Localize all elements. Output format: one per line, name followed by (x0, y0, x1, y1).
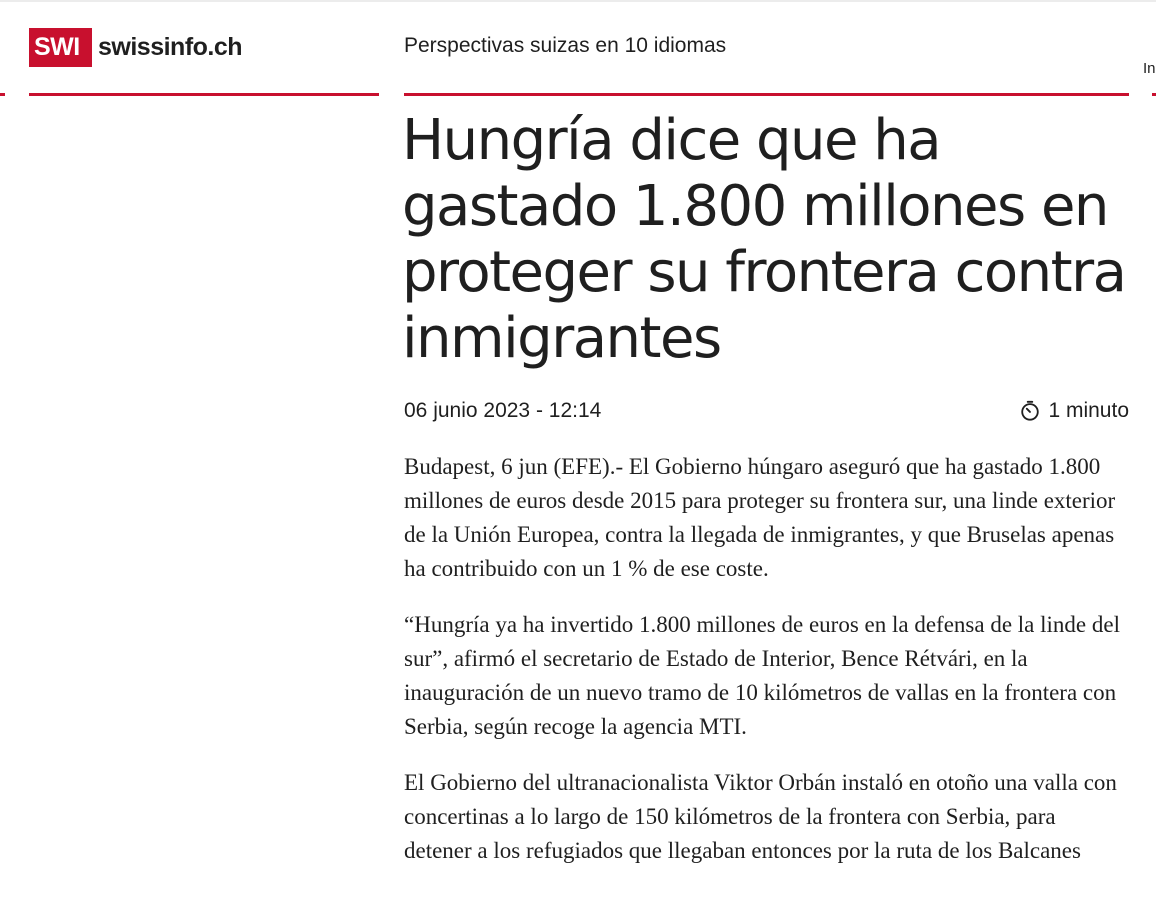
article-paragraph: El Gobierno del ultranacionalista Viktor Orbán instaló en otoño una valla con concertinas a lo largo de 150 kilómetros de la frontera con Serbia, para detener a los refugiados que llegaban entonces por la ruta de los Balcanes (404, 770, 1117, 863)
article-meta (404, 399, 1129, 423)
language-selector[interactable]: In (1143, 60, 1156, 77)
read-time (1019, 399, 1129, 423)
swissinfo-logo[interactable] (29, 28, 242, 67)
site-tagline: Perspectivas suizas en 10 idiomas (404, 34, 727, 57)
header-divider-stub-right (1152, 93, 1156, 96)
stopwatch-icon (1019, 400, 1041, 422)
header-divider-stub-left (0, 93, 5, 96)
article-paragraph: Budapest, 6 jun (EFE).- El Gobierno húngaro aseguró que ha gastado 1.800 millones de euros desde 2015 para proteger su frontera sur, una linde exterior de la Unión Europea, contra la llegada de inmigrantes, y que Bruselas apenas ha contribuido con un 1 % de ese coste. (404, 454, 1116, 581)
header-divider-left (29, 93, 379, 96)
logo-badge: SWI (29, 28, 92, 67)
article-date: 06 junio 2023 - 12:14 (404, 399, 602, 422)
article-body (404, 450, 1129, 890)
read-time-label: 1 minuto (1048, 399, 1129, 422)
header-divider-main (404, 93, 1129, 96)
article-paragraph: “Hungría ya ha invertido 1.800 millones de euros en la defensa de la linde del sur”, afirmó el secretario de Estado de Interior, Bence Rétvári, en la inauguración de un nuevo tramo de 10 kilómetros de vallas en la frontera con Serbia, según recoge la agencia MTI. (404, 612, 1120, 739)
logo-text: swissinfo.ch (98, 33, 243, 61)
article-title: Hungría dice que ha gastado 1.800 millones en proteger su frontera contra inmigrantes (402, 108, 1126, 371)
top-border (0, 0, 1156, 2)
